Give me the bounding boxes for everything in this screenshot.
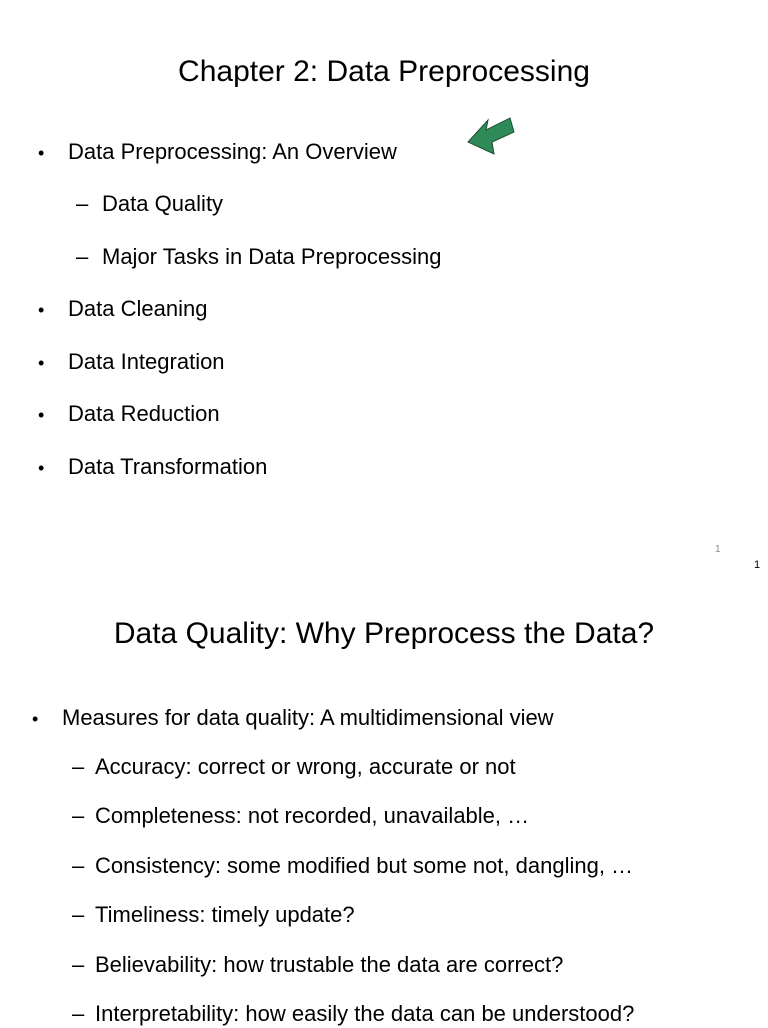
left-arrow-icon	[466, 116, 516, 160]
bullet-marker: •	[38, 353, 45, 373]
dash-marker: –	[72, 1001, 85, 1026]
bullet-marker: •	[38, 300, 45, 320]
dash-marker: –	[72, 952, 85, 977]
bullet-marker: •	[32, 709, 39, 729]
slide-2-title: Data Quality: Why Preprocess the Data?	[113, 617, 655, 650]
slide-2: Data Quality: Why Preprocess the Data? • Measures for data quality: A multidimensional view – Accuracy: correct or wrong, accurate or not – Completeness: not recorded, unavailable, … – Consistency: some modified but some not, dangling, … – Timeliness: timely update? – Believability: how trustable the data are correct? – Interpretability: how easily the data can be understood?	[0, 576, 768, 1024]
bullet-marker: •	[38, 405, 45, 425]
bullet-marker: •	[38, 143, 45, 163]
page-number: 1	[754, 559, 761, 571]
dash-marker: –	[72, 803, 85, 828]
bullet-marker: •	[38, 458, 45, 478]
slide-number: 1	[715, 544, 721, 555]
dash-marker: –	[76, 244, 89, 269]
dash-marker: –	[72, 853, 85, 878]
slide-1: Chapter 2: Data Preprocessing • Data Preprocessing: An Overview – Data Quality – Major Tasks in Data Preprocessing • Data Cleaning • Data Integration • Data Reduction • Data Transformation 1 1	[0, 0, 768, 576]
dash-marker: –	[72, 902, 85, 927]
dash-marker: –	[72, 754, 85, 779]
slide-1-title: Chapter 2: Data Preprocessing	[178, 55, 590, 88]
dash-marker: –	[76, 191, 89, 216]
